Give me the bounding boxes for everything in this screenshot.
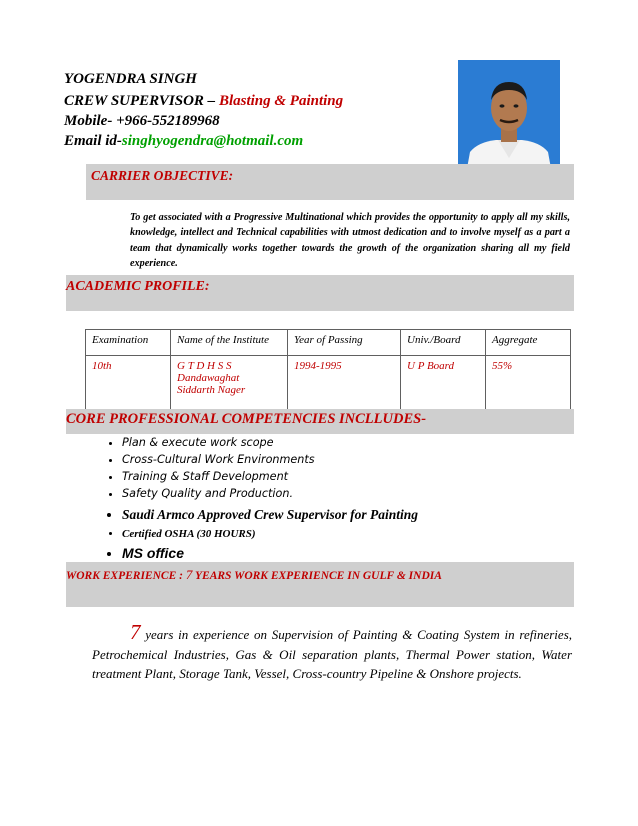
academic-table bbox=[85, 329, 571, 415]
objective-text: To get associated with a Progressive Multinational which provides the opportunity to apply all my skills, knowledge, intellect and Technical capabilities with utmost dedication and to involve myself as a part a team that dynamically works together towards the growth of the organization sharing all my field experience. bbox=[130, 212, 570, 270]
work-experience-years: 7 bbox=[185, 567, 193, 582]
table-row bbox=[86, 356, 571, 415]
institute-line: Dandawaghat bbox=[177, 372, 240, 384]
column-header: Aggregate bbox=[486, 330, 571, 356]
experience-years-number: 7 bbox=[130, 620, 141, 644]
list-item: • Safety Quality and Production. bbox=[122, 485, 582, 502]
column-header: Year of Passing bbox=[288, 330, 401, 356]
job-title-specialty: Blasting & Painting bbox=[218, 93, 344, 109]
job-title bbox=[64, 92, 343, 111]
candidate-name: YOGENDRA SINGH bbox=[64, 71, 197, 87]
objective-bar bbox=[86, 164, 574, 200]
board-cell: U P Board bbox=[401, 356, 486, 415]
work-experience-bar bbox=[66, 562, 574, 607]
list-item: • Plan & execute work scope bbox=[122, 434, 582, 451]
table-header-row bbox=[86, 330, 571, 356]
institute-line: G T D H S S bbox=[177, 360, 232, 372]
list-item: • Training & Staff Development bbox=[122, 468, 582, 485]
academic-bar bbox=[66, 275, 574, 311]
person-photo-icon bbox=[458, 60, 560, 174]
academic-heading: ACADEMIC PROFILE: bbox=[66, 279, 210, 294]
list-item: • Cross-Cultural Work Environments bbox=[122, 451, 582, 468]
column-header: Examination bbox=[86, 330, 171, 356]
column-header: Name of the Institute bbox=[171, 330, 288, 356]
list-item: • MS office bbox=[122, 543, 582, 563]
year-cell: 1994-1995 bbox=[288, 356, 401, 415]
institute-line: Siddarth Nager bbox=[177, 384, 246, 396]
mobile-number: Mobile- +966-552189968 bbox=[64, 113, 220, 129]
work-experience-label: WORK EXPERIENCE : bbox=[66, 570, 186, 582]
competencies-heading: CORE PROFESSIONAL COMPETENCIES INCLLUDES- bbox=[66, 411, 427, 427]
list-item: • Saudi Armco Approved Crew Supervisor for Painting bbox=[122, 505, 582, 525]
competencies-list bbox=[100, 434, 582, 563]
column-header: Univ./Board bbox=[401, 330, 486, 356]
exam-cell: 10th bbox=[86, 356, 171, 415]
competencies-bar bbox=[66, 409, 574, 434]
institute-cell bbox=[171, 356, 288, 415]
aggregate-cell: 55% bbox=[486, 356, 571, 415]
list-item: • Certified OSHA (30 HOURS) bbox=[122, 525, 582, 543]
email-label: Email id- bbox=[64, 133, 122, 149]
work-experience-text bbox=[92, 620, 572, 684]
experience-description: years in experience on Supervision of Painting & Coating System in refineries, Petrochemical Industries, Gas & Oil separation plants, Thermal Power station, Water treatment Plant, Storage Tank, Vessel, Cross-country Pipeline & Onshore projects. bbox=[92, 627, 572, 681]
work-experience-heading bbox=[66, 567, 442, 583]
profile-photo bbox=[458, 60, 560, 174]
email bbox=[64, 132, 303, 151]
objective-heading: CARRIER OBJECTIVE: bbox=[91, 168, 234, 183]
email-address[interactable]: singhyogendra@hotmail.com bbox=[121, 133, 304, 149]
work-experience-summary: YEARS WORK EXPERIENCE IN GULF & INDIA bbox=[192, 570, 442, 582]
job-title-prefix: CREW SUPERVISOR – bbox=[64, 93, 219, 109]
